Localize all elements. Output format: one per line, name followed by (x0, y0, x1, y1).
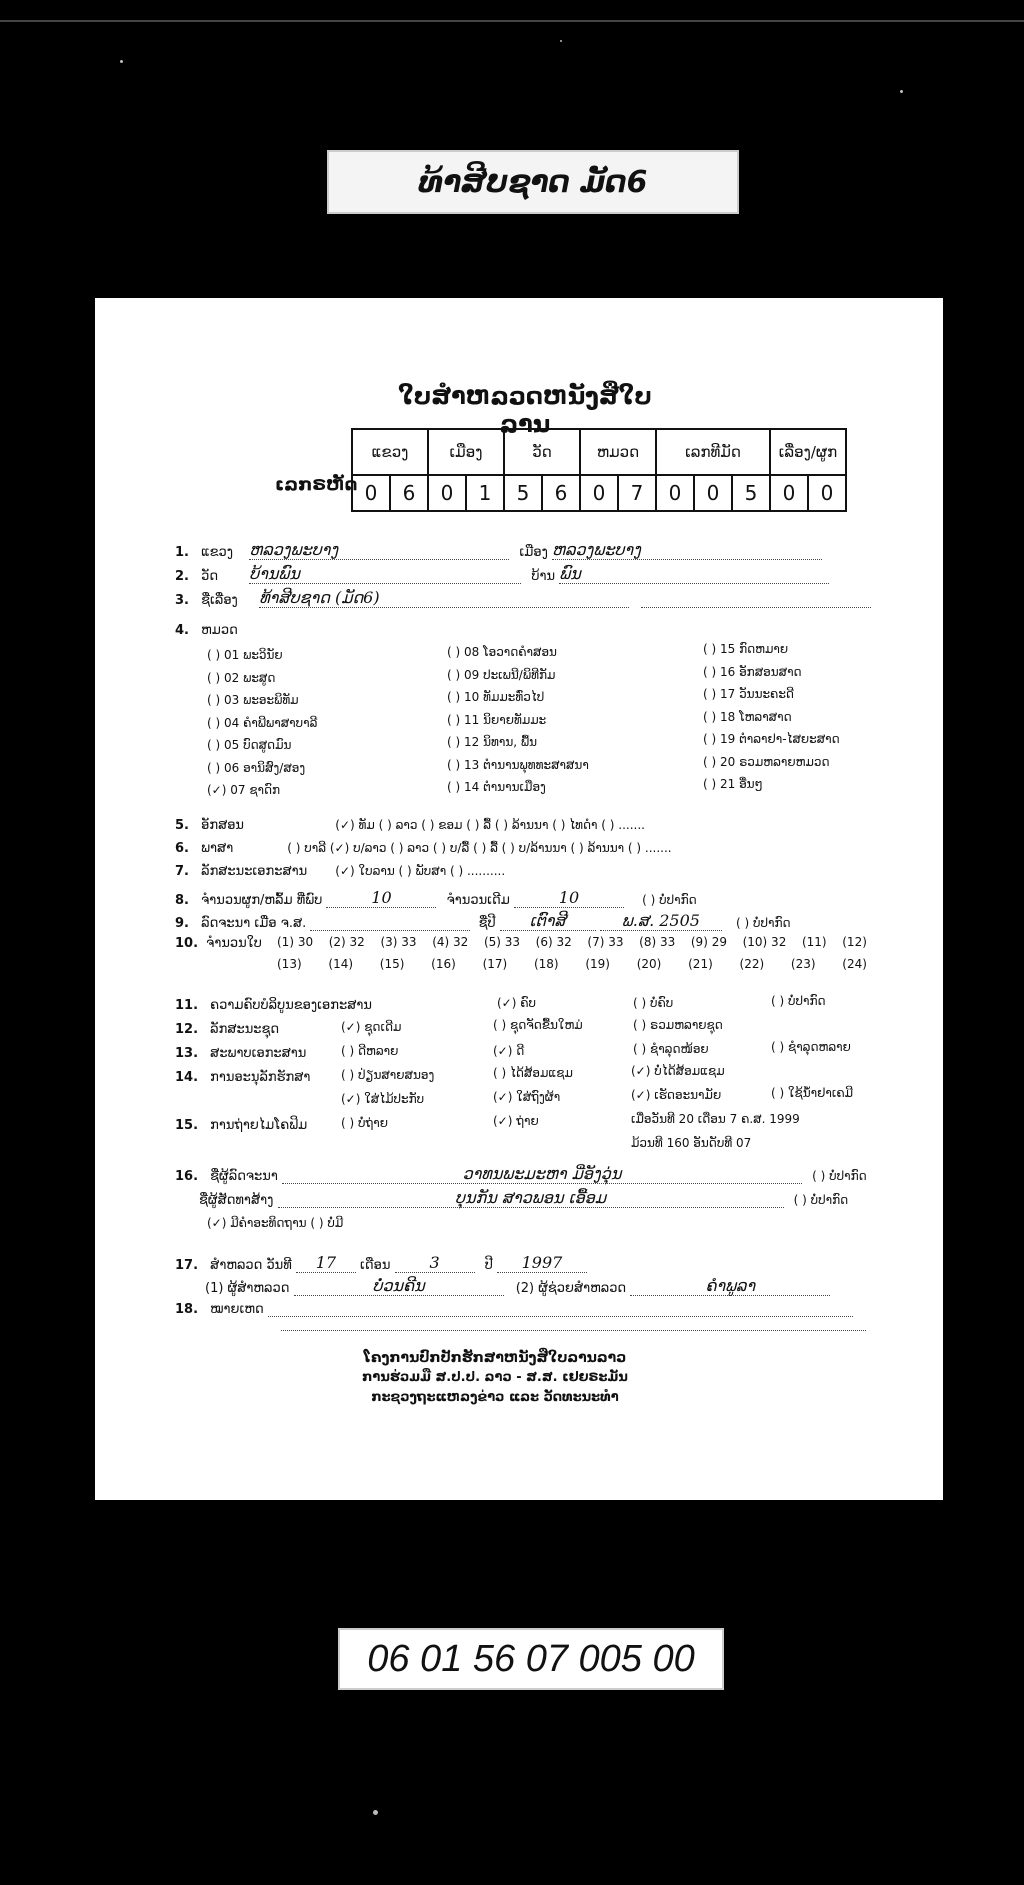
field-label: ສຳຫລວດ ວັນທີ (210, 1258, 292, 1273)
field-label: ບ້ານ (531, 569, 556, 584)
code-digit: 0 (770, 475, 808, 511)
code-digit: 5 (732, 475, 770, 511)
preservation-opt: (✓) ບໍ່ໄດ້ສ້ອມແຊມ (631, 1064, 725, 1078)
author-row (175, 1164, 867, 1184)
author-value: ວາທນພະມະຫາ ມີ່ອັງວຸ່ນ (282, 1164, 802, 1184)
film-speck (373, 1810, 378, 1815)
field-label: ຄວາມຄົບບໍລິບູນຂອງເອກະສານ (210, 998, 372, 1013)
form-header: ໃບສຳຫລວດຫນັງສືໃບລານ (398, 382, 652, 438)
code-col-province: ແຂວງ (352, 429, 428, 475)
field-label: ລົດຈະນາ ເມື່ອ ຈ.ສ. (201, 916, 307, 931)
field-number: 4. (175, 623, 189, 638)
code-col-category: ຫມວດ (580, 429, 656, 475)
code-digit: 0 (656, 475, 694, 511)
condition-opt: (✓) ດີ (493, 1044, 525, 1058)
remarks-line (268, 1316, 853, 1317)
category-option: ( ) 13 ຕຳນານພຸທທະສາສນາ (447, 757, 589, 772)
field-number: 1. (175, 545, 189, 560)
category-option: ( ) 10 ທັມມະທົ່ວໄປ (447, 690, 545, 704)
microfilm-opt: ( ) ບໍ່ຖ່າຍ (341, 1116, 388, 1130)
field-label: ອັກສອນ (201, 818, 244, 833)
condition-row (175, 1046, 306, 1061)
set-type-opt: ( ) ຣວມຫລາຍຊຸດ (633, 1018, 723, 1032)
bundles-found-value: 10 (326, 888, 436, 908)
code-digit: 1 (466, 475, 504, 511)
unknown-option: ( ) ບໍ່ປາກົດ (793, 1193, 849, 1207)
category-option: ( ) 01 ພະວິນັຍ (207, 648, 283, 662)
category-option: ( ) 15 ກົດຫມາຍ (703, 642, 789, 656)
field-number: 10. (175, 936, 199, 951)
leaf-count: (3) 33 (380, 935, 417, 949)
category-option: ( ) 14 ຕຳນານເມືອງ (447, 780, 546, 794)
field-label: ຊື່ປີ (478, 916, 496, 931)
category-option: ( ) 18 ໂຫລາສາດ (703, 709, 792, 724)
field-number: 2. (175, 569, 189, 584)
reference-code-table (351, 428, 847, 512)
form-footer (255, 1348, 735, 1408)
leaf-counts-bottom (277, 957, 867, 971)
field-number: 11. (175, 998, 199, 1013)
category-option: ( ) 08 ໂອວາດຄຳສອນ (447, 645, 557, 659)
field-label: ລັກສະນະເອກະສານ (201, 864, 308, 879)
leaf-count: (13) (277, 957, 302, 971)
assistant-value: ຄຳພູລາ (630, 1276, 830, 1296)
field-label: ໝາຍເຫດ (210, 1302, 264, 1317)
code-digit: 5 (504, 475, 542, 511)
title-value: ທ້າສີບຊາດ (ມັດ6) (259, 588, 629, 608)
condition-opt: ( ) ດີຫລາຍ (341, 1044, 399, 1058)
film-edge-line (0, 20, 1024, 22)
category-option: ( ) 11 ນິຍາຍທັມມະ (447, 712, 547, 727)
leaf-count: (10) 32 (742, 935, 787, 949)
field-number: 17. (175, 1258, 199, 1273)
set-type-opt: ( ) ຊຸດຈັດຂື້ນໃຫມ່ (493, 1018, 583, 1032)
footer-ministry: ກະຊວງຖະແຫລງຂ່າວ ແລະ ວັດທະນະທຳ (371, 1390, 619, 1405)
field-label: ເດືອນ (360, 1258, 391, 1273)
year-name-value: ເຕົາສີ (500, 911, 596, 931)
leaf-count: (1) 30 (277, 935, 314, 949)
field-label: ຫມວດ (201, 623, 238, 638)
preservation-opt: (✓) ໃສ່ໄມ້ປະກັບ (341, 1092, 425, 1106)
leaf-count: (14) (328, 957, 354, 971)
code-col-bundle: ເລກທີມັດ (656, 429, 770, 475)
leaf-count: (6) 32 (535, 935, 572, 949)
category-option: ( ) 02 ພະສູດ (207, 670, 276, 685)
field-label: ຈຳນວນຜູກ/ຫລົ້ມ ທີ່ພົບ (201, 893, 323, 908)
condition-opt: ( ) ຊຳລຸດໜ້ອຍ (633, 1042, 709, 1056)
leaf-count: (19) (585, 957, 610, 971)
leaf-count: (15) (379, 957, 405, 971)
leaf-count: (18) (533, 957, 559, 971)
survey-date-row (175, 1253, 587, 1273)
surveyor-row (205, 1276, 830, 1296)
survey-form-sheet (95, 298, 943, 1500)
microfilm-roll: ມ້ວນທີ 160 ອັນດັບທີ 07 (631, 1136, 752, 1150)
leaf-count: (2) 32 (328, 935, 365, 949)
category-option: ( ) 16 ອັກສອນສາດ (703, 664, 802, 679)
code-digit: 6 (390, 475, 428, 511)
leaf-count: (17) (482, 957, 508, 971)
category-option: ( ) 21 ອື່ນໆ (703, 777, 763, 791)
preservation-opt: ( ) ໄດ້ສ້ອມແຊມ (493, 1066, 573, 1080)
category-col-3 (703, 638, 840, 796)
sponsor-value: ບຸນກັນ ສາວພອນ ເອື້ອມ (278, 1188, 784, 1208)
field-number: 6. (175, 841, 189, 856)
unknown-option: ( ) ບໍ່ປາກົດ (642, 893, 697, 907)
field-number: 12. (175, 1022, 199, 1037)
reference-code-label: ເລກຣຫັດ (275, 474, 358, 495)
survey-month-value: 3 (395, 1253, 475, 1273)
leaf-count: (22) (739, 957, 765, 971)
leaf-count: (4) 32 (432, 935, 469, 949)
leaf-count: (5) 33 (483, 935, 521, 949)
field-label: (1) ຜູ້ສຳຫລວດ (205, 1281, 290, 1296)
field-number: 5. (175, 818, 189, 833)
leaf-count: (23) (790, 957, 816, 971)
completeness-opt: ( ) ບໍ່ຄົບ (633, 996, 674, 1010)
leaf-count: (24) (842, 957, 867, 971)
preservation-opt: (✓) ໃສ່ຖົງຜ້າ (493, 1090, 561, 1104)
language-options: ( ) ບາລີ (✓) ບ/ລາວ ( ) ລາວ ( ) ບ/ລື້ ( ) ລື້ ( ) ບ/ລ້ານນາ ( ) ລ້ານນາ ( ) ....... (287, 841, 672, 855)
code-digit: 0 (694, 475, 732, 511)
unknown-option: ( ) ບໍ່ປາກົດ (812, 1169, 867, 1183)
material-options: (✓) ໃບລານ ( ) ພັບສາ ( ) .......... (335, 864, 506, 878)
leaf-count: (8) 33 (639, 935, 676, 949)
preservation-opt: (✓) ເຮັດອະນາມັຍ (631, 1088, 722, 1102)
remarks-row (175, 1302, 853, 1317)
set-type-opt: (✓) ຊຸດເດີມ (341, 1020, 402, 1034)
completeness-row (175, 998, 372, 1013)
field-label: ຈຳນວນເດີມ (446, 893, 510, 908)
field-label: ຈຳນວນໃບ (206, 936, 262, 951)
script-options: (✓) ທັມ ( ) ລາວ ( ) ຂອມ ( ) ລື້ ( ) ລ້ານນາ ( ) ໄທດຳ ( ) ....... (335, 818, 645, 832)
village-value: ພົນ (559, 564, 829, 584)
code-digit: 0 (428, 475, 466, 511)
film-speck (560, 40, 562, 42)
field-temple-row (175, 564, 829, 584)
field-label: ພາສາ (201, 841, 234, 856)
category-option: ( ) 03 ພະອະພິທັມ (207, 693, 299, 707)
field-label: (2) ຜູ້ຊ່ວຍສຳຫລວດ (515, 1281, 627, 1296)
survey-day-value: 17 (296, 1253, 356, 1273)
sponsor-row (199, 1188, 848, 1208)
material-row (175, 864, 505, 879)
code-digit: 0 (580, 475, 618, 511)
code-col-temple: ວັດ (504, 429, 580, 475)
field-label: ຊື່ຜູ້ສັດທາສ້າງ (199, 1193, 274, 1208)
code-col-title: ເລື່ອງ/ຜູກ (770, 429, 846, 475)
leaf-count: (12) (842, 935, 867, 949)
footer-cooperation: ການຮ່ວມມື ສ.ປ.ປ. ລາວ - ສ.ສ. ເຢຍຣະມັນ (362, 1370, 628, 1385)
microfilm-date: ເມື່ອວັນທີ 20 ເດືອນ 7 ຄ.ສ. 1999 (631, 1112, 800, 1126)
category-col-1 (207, 644, 317, 802)
leaf-count: (7) 33 (587, 935, 624, 949)
set-type-row (175, 1022, 279, 1037)
leaf-count-row (175, 936, 268, 951)
unknown-option: ( ) ບໍ່ປາກົດ (736, 916, 791, 930)
category-option: ( ) 19 ຕຳລາຢາ-ໄສຍະສາດ (703, 732, 840, 746)
leaf-count: (11) (801, 935, 827, 949)
footer-project: ໂຄງການປົກປັກຮັກສາຫນັງສືໃບລານລາວ (363, 1350, 627, 1366)
leaf-count: (20) (636, 957, 662, 971)
field-label: ລັກສະນະຊຸດ (210, 1022, 280, 1037)
surveyor-value: ບໍ່ວນຄີນ (294, 1276, 504, 1296)
field-label: ຊື່ຜູ້ລົດຈະນາ (210, 1169, 278, 1184)
code-digit: 0 (808, 475, 846, 511)
field-number: 9. (175, 916, 189, 931)
microfilm-row (175, 1118, 307, 1133)
bundles-original-value: 10 (514, 888, 624, 908)
field-label: ປີ (484, 1258, 493, 1273)
province-value: ຫລວງພະບາງ (249, 540, 509, 560)
field-label: ເມືອງ (519, 545, 548, 560)
cs-year-value (310, 930, 470, 931)
remarks-line (281, 1320, 866, 1331)
bundle-count-row (175, 888, 697, 908)
field-number: 7. (175, 864, 189, 879)
written-date-row (175, 911, 791, 931)
district-value: ຫລວງພະບາງ (552, 540, 822, 560)
field-number: 3. (175, 593, 189, 608)
blank-line (641, 607, 871, 608)
field-number: 14. (175, 1070, 199, 1085)
field-number: 8. (175, 893, 189, 908)
completeness-opt: ( ) ບໍ່ປາກົດ (771, 994, 826, 1008)
category-option: ( ) 04 ຄຳພີພາສາບາລີ (207, 715, 318, 730)
code-digit: 7 (618, 475, 656, 511)
field-label: ການຖ່າຍໄມໂຄຟິມ (210, 1118, 308, 1133)
microfilm-opt: (✓) ຖ່າຍ (493, 1114, 539, 1128)
temple-value: ບ້ານພົນ (249, 564, 521, 584)
field-title-row (175, 588, 871, 608)
field-number: 15. (175, 1118, 199, 1133)
film-speck (120, 60, 123, 63)
microfilm-title-label: ທ້າສີບຊາດ ມັດ6 (327, 150, 739, 214)
category-option: ( ) 12 ນິທານ, ພື້ນ (447, 735, 537, 749)
field-number: 18. (175, 1302, 199, 1317)
category-option: ( ) 17 ວັນນະຄະດີ (703, 687, 794, 701)
field-label: ຊື່ເລື່ອງ (201, 593, 238, 608)
category-option: ( ) 06 ອານິສົງ/ສອງ (207, 760, 306, 775)
code-col-district: ເມືອງ (428, 429, 504, 475)
category-option: ( ) 09 ປະເພນີ/ພິທີກັມ (447, 667, 556, 682)
category-option-selected: (✓) 07 ຊາດົກ (207, 783, 281, 797)
language-row (175, 841, 672, 856)
category-option: ( ) 20 ຣວມຫລາຍຫມວດ (703, 754, 830, 769)
preservation-row (175, 1070, 310, 1085)
film-speck (900, 90, 903, 93)
leaf-count: (21) (688, 957, 713, 971)
category-heading (175, 623, 238, 638)
survey-year-value: 1997 (497, 1253, 587, 1273)
leaf-count: (9) 29 (690, 935, 727, 949)
field-number: 16. (175, 1169, 199, 1184)
field-number: 13. (175, 1046, 199, 1061)
code-digit: 0 (352, 475, 390, 511)
microfilm-code-label: 06 01 56 07 005 00 (338, 1628, 724, 1690)
be-year-value: ພ.ສ. 2505 (600, 911, 722, 931)
field-label: ວັດ (201, 569, 219, 584)
preservation-opt: ( ) ໃຊ້ນ້ຳຢາເຄມີ (771, 1086, 854, 1100)
field-label: ການອະນຸລັກຮັກສາ (210, 1070, 311, 1085)
category-option: ( ) 05 ບົດສູດມົນ (207, 738, 292, 752)
field-label: ແຂວງ (201, 545, 234, 560)
condition-opt: ( ) ຊຳລຸດຫລາຍ (771, 1040, 851, 1054)
script-row (175, 818, 645, 833)
preservation-opt: ( ) ປ່ຽນສາຍສນອງ (341, 1068, 435, 1082)
category-col-2 (447, 641, 589, 799)
completeness-opt: (✓) ຄົບ (497, 996, 536, 1010)
code-digit: 6 (542, 475, 580, 511)
prayer-options: (✓) ມີຄຳອະທິດຖານ ( ) ບໍ່ມີ (207, 1216, 344, 1230)
field-label: ສະພາບເອກະສານ (210, 1046, 307, 1061)
leaf-counts-top (277, 935, 867, 949)
leaf-count: (16) (431, 957, 456, 971)
field-province-row (175, 540, 822, 560)
